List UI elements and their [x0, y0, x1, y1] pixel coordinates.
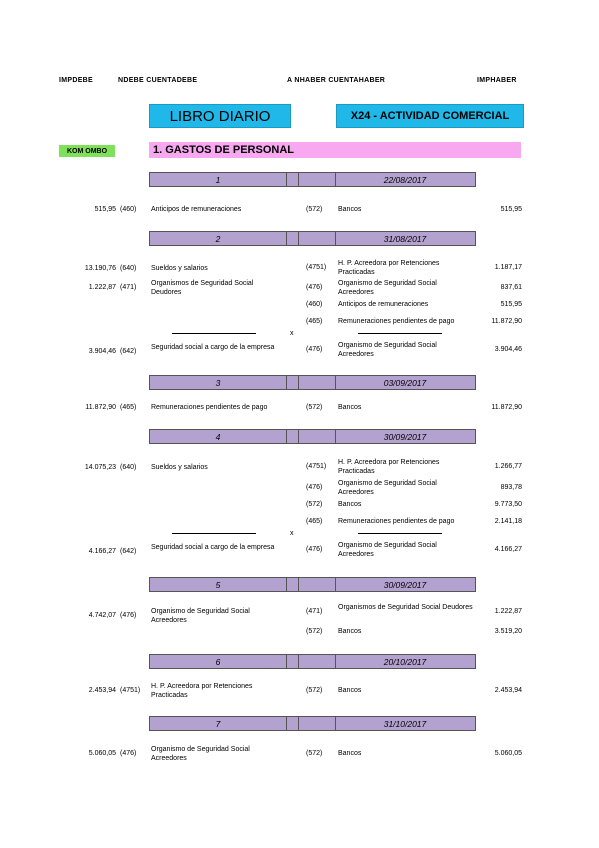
- haber-account-code: (4751): [306, 463, 327, 470]
- haber-account-code: (476): [306, 284, 323, 291]
- entry-header-bar: [149, 429, 476, 444]
- entry-date: 31/08/2017: [383, 233, 427, 244]
- debe-amount: 1.222,87: [88, 284, 116, 291]
- haber-account-name: Remuneraciones pendientes de pago: [338, 318, 455, 325]
- entry-header-bar: [149, 577, 476, 592]
- haber-amount: 11.872,90: [491, 404, 522, 411]
- haber-account-name: Bancos: [338, 206, 362, 213]
- debe-account-code: (640): [120, 464, 137, 471]
- haber-amount: 515,95: [500, 206, 522, 213]
- entry-number: 2: [150, 232, 287, 245]
- debe-amount: 4.742,07: [88, 612, 116, 619]
- debe-account-name: Organismo de Seguridad Social Acreedores: [151, 746, 250, 762]
- debe-account-code: (642): [120, 348, 137, 355]
- debe-account-name: Organismo de Seguridad Social Acreedores: [151, 608, 250, 624]
- haber-account-code: (572): [306, 501, 323, 508]
- entry-date: 03/09/2017: [383, 377, 427, 388]
- haber-account-code: (476): [306, 346, 323, 353]
- haber-account-name: Organismo de Seguridad Social Acreedores: [338, 342, 437, 358]
- debe-amount: 515,95: [94, 206, 116, 213]
- haber-amount: 893,78: [500, 484, 522, 491]
- haber-amount: 1.222,87: [494, 608, 522, 615]
- header-nhaber-cuentahaber: A NHABER CUENTAHABER: [287, 77, 386, 84]
- debe-amount: 2.453,94: [88, 687, 116, 694]
- entry-date: 30/09/2017: [383, 579, 427, 590]
- haber-account-name: Bancos: [338, 750, 362, 757]
- haber-account-code: (476): [306, 484, 323, 491]
- haber-amount: 5.060,05: [494, 750, 522, 757]
- haber-account-name: Organismos de Seguridad Social Deudores: [338, 604, 473, 611]
- haber-account-code: (572): [306, 206, 323, 213]
- entry-cell: [298, 376, 336, 389]
- haber-amount: 3.904,46: [494, 346, 522, 353]
- header-impdebe: IMPDEBE: [59, 77, 93, 84]
- debe-account-name: Organismos de Seguridad Social Deudores: [151, 280, 254, 296]
- page-title: LIBRO DIARIO: [149, 104, 291, 128]
- entry-header-bar: [149, 375, 476, 390]
- haber-amount: 9.773,50: [494, 501, 522, 508]
- haber-account-name: Organismo de Seguridad Social Acreedores: [338, 542, 437, 558]
- separator-x-marker: x: [290, 330, 294, 337]
- haber-account-code: (4751): [306, 264, 327, 271]
- debe-amount: 4.166,27: [88, 548, 116, 555]
- debe-account-code: (465): [120, 404, 137, 411]
- debe-account-code: (460): [120, 206, 137, 213]
- debe-amount: 3.904,46: [88, 348, 116, 355]
- haber-account-code: (465): [306, 318, 323, 325]
- entry-cell: [298, 232, 336, 245]
- separator-x-marker: x: [290, 530, 294, 537]
- haber-account-code: (471): [306, 608, 323, 615]
- haber-account-code: (572): [306, 750, 323, 757]
- haber-amount: 1.266,77: [494, 463, 522, 470]
- debe-account-code: (4751): [120, 687, 141, 694]
- debe-account-name: Remuneraciones pendientes de pago: [151, 404, 268, 411]
- haber-amount: 2.141,18: [494, 518, 522, 525]
- entry-header-bar: [149, 716, 476, 731]
- haber-account-name: Bancos: [338, 687, 362, 694]
- debe-amount: 13.190,76: [84, 265, 116, 272]
- page-subtitle: X24 - ACTIVIDAD COMERCIAL: [336, 104, 524, 128]
- haber-amount: 1.187,17: [494, 264, 522, 271]
- haber-account-code: (476): [306, 546, 323, 553]
- separator-line: [358, 533, 442, 534]
- entry-header-bar: [149, 231, 476, 246]
- debe-account-name: Seguridad social a cargo de la empresa: [151, 344, 275, 351]
- debe-account-name: Seguridad social a cargo de la empresa: [151, 544, 275, 551]
- haber-amount: 4.166,27: [494, 546, 522, 553]
- entry-number: 3: [150, 376, 287, 389]
- debe-account-code: (640): [120, 265, 137, 272]
- entry-header-bar: [149, 172, 476, 187]
- haber-account-code: (572): [306, 404, 323, 411]
- haber-amount: 2.453,94: [494, 687, 522, 694]
- entry-date: 20/10/2017: [383, 656, 427, 667]
- haber-amount: 515,95: [500, 301, 522, 308]
- entry-number: 5: [150, 578, 287, 591]
- haber-account-name: Anticipos de remuneraciones: [338, 301, 429, 308]
- entry-cell: [298, 717, 336, 730]
- debe-account-name: Anticipos de remuneraciones: [151, 206, 242, 213]
- entry-number: 1: [150, 173, 287, 186]
- separator-line: [172, 333, 256, 334]
- debe-account-name: Sueldos y salarios: [151, 464, 208, 471]
- entry-date: 22/08/2017: [383, 174, 427, 185]
- haber-account-code: (460): [306, 301, 323, 308]
- debe-account-name: Sueldos y salarios: [151, 265, 208, 272]
- debe-account-code: (642): [120, 548, 137, 555]
- entry-date: 30/09/2017: [383, 431, 427, 442]
- entry-cell: [298, 655, 336, 668]
- haber-amount: 3.519,20: [494, 628, 522, 635]
- debe-account-code: (476): [120, 750, 137, 757]
- haber-account-code: (572): [306, 687, 323, 694]
- haber-account-name: H. P. Acreedora por Retenciones Practicadas: [338, 459, 440, 475]
- debe-amount: 11.872,90: [85, 404, 116, 411]
- haber-account-name: Organismo de Seguridad Social Acreedores: [338, 480, 437, 496]
- separator-line: [172, 533, 256, 534]
- entry-cell: [298, 578, 336, 591]
- haber-amount: 837,61: [500, 284, 522, 291]
- section-title: 1. GASTOS DE PERSONAL: [149, 142, 521, 158]
- haber-account-name: Remuneraciones pendientes de pago: [338, 518, 455, 525]
- tag-badge: KOM OMBO: [59, 145, 115, 157]
- haber-account-name: Bancos: [338, 501, 362, 508]
- haber-account-name: H. P. Acreedora por Retenciones Practicadas: [338, 260, 440, 276]
- entry-number: 4: [150, 430, 287, 443]
- debe-amount: 5.060,05: [88, 750, 116, 757]
- entry-number: 7: [150, 717, 287, 730]
- haber-account-code: (465): [306, 518, 323, 525]
- debe-account-code: (471): [120, 284, 137, 291]
- entry-cell: [298, 430, 336, 443]
- haber-amount: 11.872,90: [491, 318, 522, 325]
- haber-account-name: Bancos: [338, 404, 362, 411]
- haber-account-name: Bancos: [338, 628, 362, 635]
- debe-amount: 14.075,23: [84, 464, 116, 471]
- header-imphaber: IMPHABER: [477, 77, 517, 84]
- debe-account-code: (476): [120, 612, 137, 619]
- debe-account-name: H. P. Acreedora por Retenciones Practicadas: [151, 683, 253, 699]
- header-ndebe-cuentadebe: NDEBE CUENTADEBE: [118, 77, 198, 84]
- entry-number: 6: [150, 655, 287, 668]
- separator-line: [358, 333, 442, 334]
- entry-date: 31/10/2017: [383, 718, 427, 729]
- haber-account-code: (572): [306, 628, 323, 635]
- entry-header-bar: [149, 654, 476, 669]
- haber-account-name: Organismo de Seguridad Social Acreedores: [338, 280, 437, 296]
- entry-cell: [298, 173, 336, 186]
